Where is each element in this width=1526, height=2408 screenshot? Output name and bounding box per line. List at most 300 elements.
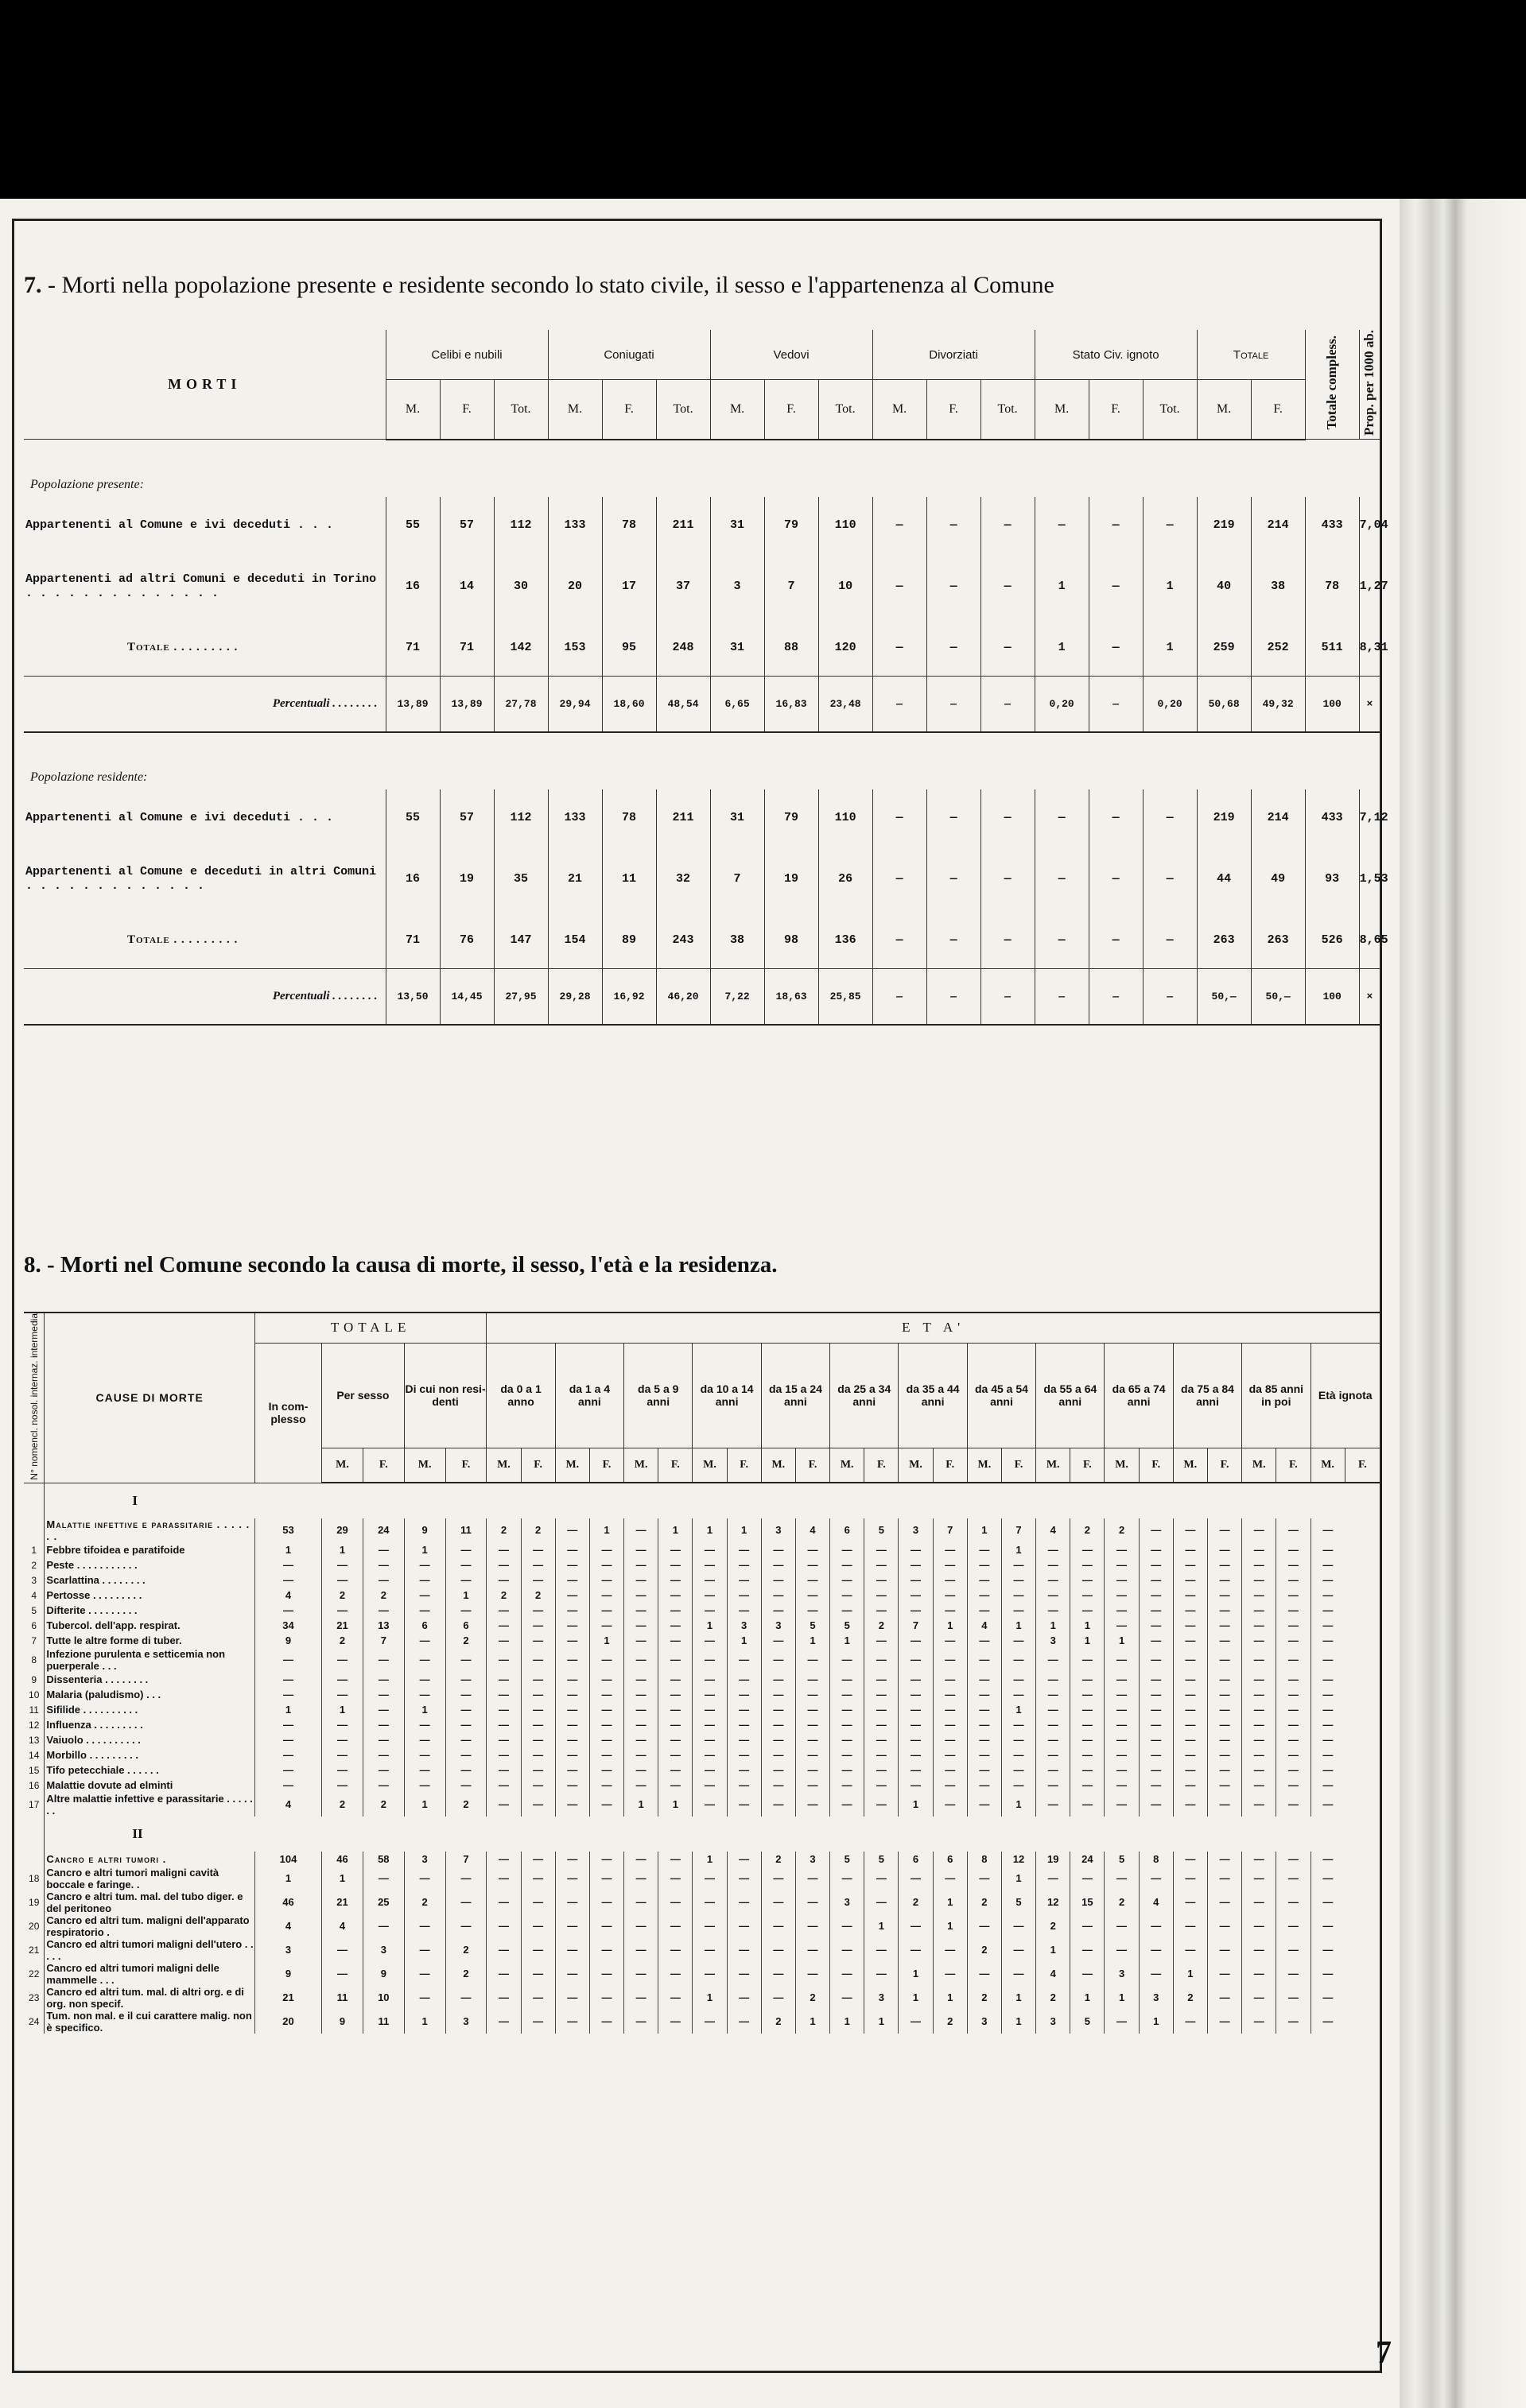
- cell-value: —: [1173, 1557, 1207, 1572]
- cell-value: —: [933, 1687, 967, 1702]
- cell-value: —: [1139, 1603, 1173, 1618]
- nomencl-number: 2: [31, 1559, 37, 1571]
- cell-value: —: [589, 1702, 623, 1717]
- cell-value: 23,48: [818, 677, 872, 732]
- cell-value: —: [1036, 1572, 1070, 1588]
- cell-value: 9: [254, 1962, 321, 1986]
- cell-value: —: [761, 1732, 795, 1747]
- cell-value: 89: [602, 912, 656, 969]
- cell-value: —: [1242, 1687, 1276, 1702]
- cell-value: 50,68: [1197, 677, 1251, 732]
- cell-value: —: [404, 1672, 445, 1687]
- cell-value: —: [1207, 1717, 1241, 1732]
- cell-value: 214: [1251, 789, 1305, 847]
- cell-value: 263: [1251, 912, 1305, 969]
- cell-value: —: [830, 1778, 864, 1793]
- cell-value: —: [1143, 969, 1197, 1025]
- cell-value: —: [404, 1603, 445, 1618]
- nomencl-number: 20: [29, 1921, 40, 1933]
- cell-value: —: [363, 1747, 404, 1762]
- cell-value: 1: [830, 2010, 864, 2034]
- cell-value: —: [830, 1962, 864, 1986]
- cell-value: —: [589, 1687, 623, 1702]
- per-sesso-header: Per sesso: [322, 1343, 405, 1448]
- cell-value: 78: [1305, 554, 1359, 619]
- cell-value: 511: [1305, 619, 1359, 677]
- cell-value: —: [1276, 1648, 1310, 1672]
- cell-value: —: [1242, 1618, 1276, 1633]
- cell-value: —: [1105, 1793, 1139, 1817]
- cell-value: —: [1139, 1702, 1173, 1717]
- cell-value: 19: [440, 847, 494, 912]
- table-row: [24, 1702, 1380, 1717]
- age-group-header: da 10 a 14 anni: [693, 1343, 761, 1448]
- cell-value: —: [761, 1672, 795, 1687]
- cell-value: 93: [1305, 847, 1359, 912]
- cell-value: 7: [710, 847, 764, 912]
- cell-value: —: [1242, 1914, 1276, 1938]
- table-row: [24, 1890, 1380, 1914]
- cell-value: 8,31: [1359, 619, 1380, 677]
- sex-header-m: M.: [830, 1448, 864, 1483]
- sex-header-f: F.: [727, 1448, 761, 1483]
- cell-value: —: [1105, 1588, 1139, 1603]
- sex-header-f: F.: [795, 1448, 829, 1483]
- cell-value: 21: [322, 1618, 363, 1633]
- cell-value: —: [1310, 1572, 1345, 1588]
- cell-value: 5: [864, 1518, 899, 1542]
- cell-value: —: [1276, 1890, 1310, 1914]
- cell-value: —: [404, 1986, 445, 2010]
- cell-value: —: [1242, 1852, 1276, 1867]
- cell-value: —: [933, 1867, 967, 1890]
- cell-value: —: [1207, 1542, 1241, 1557]
- cell-value: —: [404, 1938, 445, 1962]
- cell-value: —: [589, 1542, 623, 1557]
- cell-value: —: [254, 1717, 321, 1732]
- cell-value: 1: [933, 1914, 967, 1938]
- cell-value: —: [926, 554, 980, 619]
- cell-value: —: [980, 677, 1035, 732]
- table-row: [24, 619, 1380, 677]
- cell-value: —: [1276, 1588, 1310, 1603]
- cell-value: —: [658, 1867, 693, 1890]
- cell-value: 211: [656, 789, 710, 847]
- cause-label: Tum. non mal. e il cui carattere malig. non è specifico.: [45, 2010, 254, 2034]
- cell-value: 100: [1305, 677, 1359, 732]
- cell-value: —: [1143, 912, 1197, 969]
- cell-value: —: [899, 1732, 933, 1747]
- table-row: [24, 1557, 1380, 1572]
- cell-value: —: [693, 2010, 727, 2034]
- cell-value: —: [1173, 1852, 1207, 1867]
- cell-value: —: [967, 1687, 1001, 1702]
- cell-value: 4: [254, 1914, 321, 1938]
- cell-value: —: [693, 1687, 727, 1702]
- cell-value: —: [487, 1867, 521, 1890]
- cell-value: —: [322, 1962, 363, 1986]
- cell-value: —: [1276, 1762, 1310, 1778]
- cell-value: 100: [1305, 969, 1359, 1025]
- cell-value: 7: [445, 1852, 487, 1867]
- cell-value: —: [761, 1747, 795, 1762]
- cell-value: —: [1070, 1557, 1105, 1572]
- cell-value: —: [926, 847, 980, 912]
- cell-value: —: [1001, 1672, 1035, 1687]
- row-label: Appartenenti al Comune e ivi deceduti . . .: [25, 518, 334, 532]
- cell-value: —: [254, 1603, 321, 1618]
- cell-value: —: [624, 1762, 658, 1778]
- nomencl-number: 10: [29, 1689, 40, 1700]
- cell-value: —: [1310, 1618, 1345, 1633]
- cell-value: —: [1173, 1618, 1207, 1633]
- cell-value: —: [727, 1702, 761, 1717]
- cell-value: 2: [363, 1588, 404, 1603]
- cell-value: —: [1276, 1914, 1310, 1938]
- cell-value: 2: [795, 1986, 829, 2010]
- nomencl-number: 21: [29, 1945, 40, 1956]
- cell-value: —: [1310, 1717, 1345, 1732]
- cell-value: —: [1173, 1914, 1207, 1938]
- cell-value: 31: [710, 497, 764, 554]
- cell-value: —: [727, 1852, 761, 1867]
- cell-value: 214: [1251, 497, 1305, 554]
- cell-value: —: [624, 1572, 658, 1588]
- cell-value: —: [899, 1633, 933, 1648]
- cell-value: —: [1242, 1778, 1276, 1793]
- cause-label: Difterite . . . . . . . . .: [45, 1603, 254, 1618]
- cell-value: —: [1242, 1938, 1276, 1962]
- sex-header-f: F.: [1070, 1448, 1105, 1483]
- cell-value: —: [795, 1962, 829, 1986]
- totale-header: TOTALE: [254, 1313, 486, 1343]
- cell-value: —: [926, 789, 980, 847]
- cell-value: —: [967, 1672, 1001, 1687]
- cell-value: —: [521, 1702, 555, 1717]
- table-8: [24, 1312, 1380, 2034]
- cell-value: 104: [254, 1852, 321, 1867]
- cell-value: —: [1310, 1890, 1345, 1914]
- nomencl-number: [24, 1518, 45, 1542]
- cell-value: —: [1207, 1518, 1241, 1542]
- cell-value: —: [1310, 1852, 1345, 1867]
- cell-value: —: [872, 619, 926, 677]
- cell-value: 24: [363, 1518, 404, 1542]
- cell-value: —: [795, 1687, 829, 1702]
- cell-value: —: [404, 1962, 445, 1986]
- cell-value: —: [933, 1762, 967, 1778]
- cell-value: —: [555, 1793, 589, 1817]
- cell-value: 1: [322, 1867, 363, 1890]
- cell-value: —: [899, 1762, 933, 1778]
- cell-value: —: [589, 1793, 623, 1817]
- cell-value: —: [1173, 1672, 1207, 1687]
- cell-value: —: [1173, 1867, 1207, 1890]
- cell-value: —: [933, 1778, 967, 1793]
- cell-value: —: [830, 1914, 864, 1938]
- cell-value: 9: [363, 1962, 404, 1986]
- cell-value: —: [761, 1557, 795, 1572]
- cell-value: 1: [1001, 2010, 1035, 2034]
- cell-value: —: [830, 1986, 864, 2010]
- cause-label: Sifilide . . . . . . . . . .: [45, 1702, 254, 1717]
- cell-value: —: [727, 1687, 761, 1702]
- cell-value: 11: [322, 1986, 363, 2010]
- cell-value: —: [864, 1648, 899, 1672]
- cell-value: —: [487, 1962, 521, 1986]
- cell-value: 88: [764, 619, 818, 677]
- cell-value: —: [761, 1572, 795, 1588]
- cell-value: —: [1173, 2010, 1207, 2034]
- cell-value: 211: [656, 497, 710, 554]
- cause-label: Cancro e altri tumori .: [45, 1852, 254, 1867]
- cell-value: —: [487, 1687, 521, 1702]
- age-group-header: da 15 a 24 anni: [761, 1343, 829, 1448]
- table-row: [24, 1747, 1380, 1762]
- cell-value: —: [1207, 1557, 1241, 1572]
- cell-value: —: [1276, 1867, 1310, 1890]
- cell-value: —: [1105, 1778, 1139, 1793]
- cell-value: —: [555, 1986, 589, 2010]
- cell-value: 1: [864, 2010, 899, 2034]
- sex-header-m: M.: [404, 1448, 445, 1483]
- table-row: [24, 1633, 1380, 1648]
- cell-value: 2: [967, 1986, 1001, 2010]
- cell-value: —: [1242, 1762, 1276, 1778]
- cell-value: 259: [1197, 619, 1251, 677]
- cell-value: —: [1001, 1732, 1035, 1747]
- cell-value: —: [1070, 1672, 1105, 1687]
- cell-value: 1,27: [1359, 554, 1380, 619]
- cell-value: —: [589, 1732, 623, 1747]
- cell-value: —: [1036, 1672, 1070, 1687]
- cell-value: 14,45: [440, 969, 494, 1025]
- cell-value: 1: [1139, 2010, 1173, 2034]
- sex-header-f: F.: [521, 1448, 555, 1483]
- cell-value: —: [589, 1572, 623, 1588]
- cell-value: 3: [445, 2010, 487, 2034]
- sub-header-f: F.: [1251, 380, 1305, 440]
- cell-value: —: [830, 1588, 864, 1603]
- cell-value: —: [404, 1633, 445, 1648]
- cell-value: —: [693, 1762, 727, 1778]
- cell-value: —: [589, 1778, 623, 1793]
- cell-value: —: [445, 1867, 487, 1890]
- cell-value: —: [1310, 1588, 1345, 1603]
- cell-value: —: [1070, 1717, 1105, 1732]
- cell-value: —: [1001, 1557, 1035, 1572]
- section-title: Popolazione residente:: [30, 770, 148, 784]
- cell-value: —: [967, 1557, 1001, 1572]
- cell-value: —: [761, 1588, 795, 1603]
- sub-header-f: F.: [602, 380, 656, 440]
- cell-value: —: [521, 1717, 555, 1732]
- cell-value: —: [445, 1732, 487, 1747]
- cell-value: —: [1310, 1938, 1345, 1962]
- group-coniugati: Coniugati: [548, 330, 710, 380]
- cell-value: —: [761, 1938, 795, 1962]
- cell-value: —: [899, 1603, 933, 1618]
- cell-value: —: [589, 1852, 623, 1867]
- cell-value: 2: [967, 1890, 1001, 1914]
- cell-value: —: [322, 1938, 363, 1962]
- cell-value: —: [1242, 2010, 1276, 2034]
- cell-value: 21: [322, 1890, 363, 1914]
- cell-value: 53: [254, 1518, 321, 1542]
- cell-value: —: [727, 1938, 761, 1962]
- cell-value: —: [1036, 1603, 1070, 1618]
- cell-value: —: [521, 1986, 555, 2010]
- cell-value: —: [1310, 1542, 1345, 1557]
- cell-value: —: [1207, 1778, 1241, 1793]
- cell-value: —: [1036, 1717, 1070, 1732]
- cell-value: —: [658, 1986, 693, 2010]
- cell-value: —: [1276, 1618, 1310, 1633]
- cell-value: —: [1207, 1852, 1241, 1867]
- cell-value: —: [1001, 1588, 1035, 1603]
- sex-header-f: F.: [589, 1448, 623, 1483]
- age-group-header: da 25 a 34 anni: [830, 1343, 899, 1448]
- row-label: Totale . . . . . . . . .: [24, 912, 386, 969]
- cell-value: 1: [727, 1633, 761, 1648]
- group-divorziati: Divorziati: [872, 330, 1035, 380]
- cell-value: 1: [589, 1518, 623, 1542]
- cell-value: 1: [899, 1793, 933, 1817]
- cell-value: —: [1001, 1687, 1035, 1702]
- cell-value: —: [1070, 1793, 1105, 1817]
- cell-value: —: [1310, 1867, 1345, 1890]
- cell-value: —: [555, 2010, 589, 2034]
- cell-value: —: [363, 1572, 404, 1588]
- cell-value: —: [926, 497, 980, 554]
- cell-value: —: [487, 1732, 521, 1747]
- cell-value: —: [864, 1778, 899, 1793]
- age-group-header: da 0 a 1 anno: [487, 1343, 555, 1448]
- cell-value: 35: [494, 847, 548, 912]
- cell-value: —: [1173, 1890, 1207, 1914]
- cell-value: 46,20: [656, 969, 710, 1025]
- cell-value: —: [693, 1702, 727, 1717]
- cell-value: —: [872, 912, 926, 969]
- cell-value: 1: [830, 1633, 864, 1648]
- cell-value: —: [555, 1633, 589, 1648]
- sub-header-tot: Tot.: [1143, 380, 1197, 440]
- cell-value: —: [1105, 1618, 1139, 1633]
- cell-value: 1: [693, 1518, 727, 1542]
- cell-value: —: [322, 1572, 363, 1588]
- cell-value: —: [795, 1914, 829, 1938]
- cell-value: —: [693, 1793, 727, 1817]
- cell-value: —: [658, 1588, 693, 1603]
- cell-value: —: [254, 1672, 321, 1687]
- cell-value: 2: [1036, 1986, 1070, 2010]
- cell-value: 14: [440, 554, 494, 619]
- cell-value: 1: [1070, 1986, 1105, 2010]
- cell-value: —: [658, 1732, 693, 1747]
- sub-header-m: M.: [1035, 380, 1089, 440]
- cause-label: Morbillo . . . . . . . . .: [45, 1747, 254, 1762]
- cell-value: —: [1276, 1542, 1310, 1557]
- cell-value: —: [1070, 1762, 1105, 1778]
- cell-value: —: [830, 1762, 864, 1778]
- table-row: [24, 1542, 1380, 1557]
- cell-value: —: [1139, 1588, 1173, 1603]
- cell-value: —: [795, 1672, 829, 1687]
- nomencl-number-header: N° nomencl. nosol. internaz. intermedia: [24, 1313, 45, 1483]
- cell-value: —: [967, 1732, 1001, 1747]
- cell-value: —: [1035, 847, 1089, 912]
- cell-value: —: [363, 1717, 404, 1732]
- cell-value: —: [1207, 1633, 1241, 1648]
- cell-value: —: [1089, 677, 1143, 732]
- sub-header-tot: Tot.: [818, 380, 872, 440]
- cell-value: —: [830, 1603, 864, 1618]
- cell-value: —: [1139, 1687, 1173, 1702]
- cell-value: 1: [899, 1986, 933, 2010]
- cell-value: —: [1070, 1962, 1105, 1986]
- nomencl-number: 22: [29, 1968, 40, 1980]
- cell-value: —: [487, 1793, 521, 1817]
- cell-value: —: [795, 1717, 829, 1732]
- group-celibi: Celibi e nubili: [386, 330, 548, 380]
- cell-value: —: [1070, 1747, 1105, 1762]
- cell-value: —: [761, 1962, 795, 1986]
- cell-value: —: [1276, 1747, 1310, 1762]
- cell-value: —: [761, 1702, 795, 1717]
- cell-value: —: [727, 1557, 761, 1572]
- cell-value: —: [589, 1762, 623, 1778]
- cell-value: 1: [795, 1633, 829, 1648]
- cell-value: —: [933, 1633, 967, 1648]
- cell-value: —: [322, 1687, 363, 1702]
- cell-value: —: [1207, 1572, 1241, 1588]
- sex-header-f: F.: [864, 1448, 899, 1483]
- cell-value: —: [727, 1778, 761, 1793]
- cell-value: —: [1139, 1672, 1173, 1687]
- col-totale-compless: Totale compless.: [1305, 330, 1359, 440]
- cell-value: —: [1105, 1747, 1139, 1762]
- cell-value: —: [1276, 1572, 1310, 1588]
- sub-header-tot: Tot.: [494, 380, 548, 440]
- nomencl-number: 9: [31, 1673, 37, 1685]
- cell-value: 8: [967, 1852, 1001, 1867]
- cell-value: —: [1070, 1867, 1105, 1890]
- cell-value: —: [1143, 497, 1197, 554]
- section-row: [24, 440, 1380, 497]
- cell-value: —: [933, 1542, 967, 1557]
- cell-value: —: [967, 1793, 1001, 1817]
- cause-label: Vaiuolo . . . . . . . . . .: [45, 1732, 254, 1747]
- cell-value: —: [727, 1648, 761, 1672]
- table-row: [24, 847, 1380, 912]
- cell-value: —: [404, 1687, 445, 1702]
- cell-value: —: [624, 1648, 658, 1672]
- cell-value: —: [864, 1717, 899, 1732]
- cell-value: —: [589, 1747, 623, 1762]
- cell-value: —: [727, 1747, 761, 1762]
- cell-value: —: [624, 1986, 658, 2010]
- cell-value: —: [404, 1588, 445, 1603]
- cell-value: —: [1035, 497, 1089, 554]
- cell-value: 1: [1143, 619, 1197, 677]
- cell-value: 4: [322, 1914, 363, 1938]
- sex-header-m: M.: [555, 1448, 589, 1483]
- cell-value: —: [1207, 1588, 1241, 1603]
- cell-value: —: [1242, 1890, 1276, 1914]
- sex-header-m: M.: [761, 1448, 795, 1483]
- cell-value: —: [658, 1962, 693, 1986]
- cell-value: —: [933, 1572, 967, 1588]
